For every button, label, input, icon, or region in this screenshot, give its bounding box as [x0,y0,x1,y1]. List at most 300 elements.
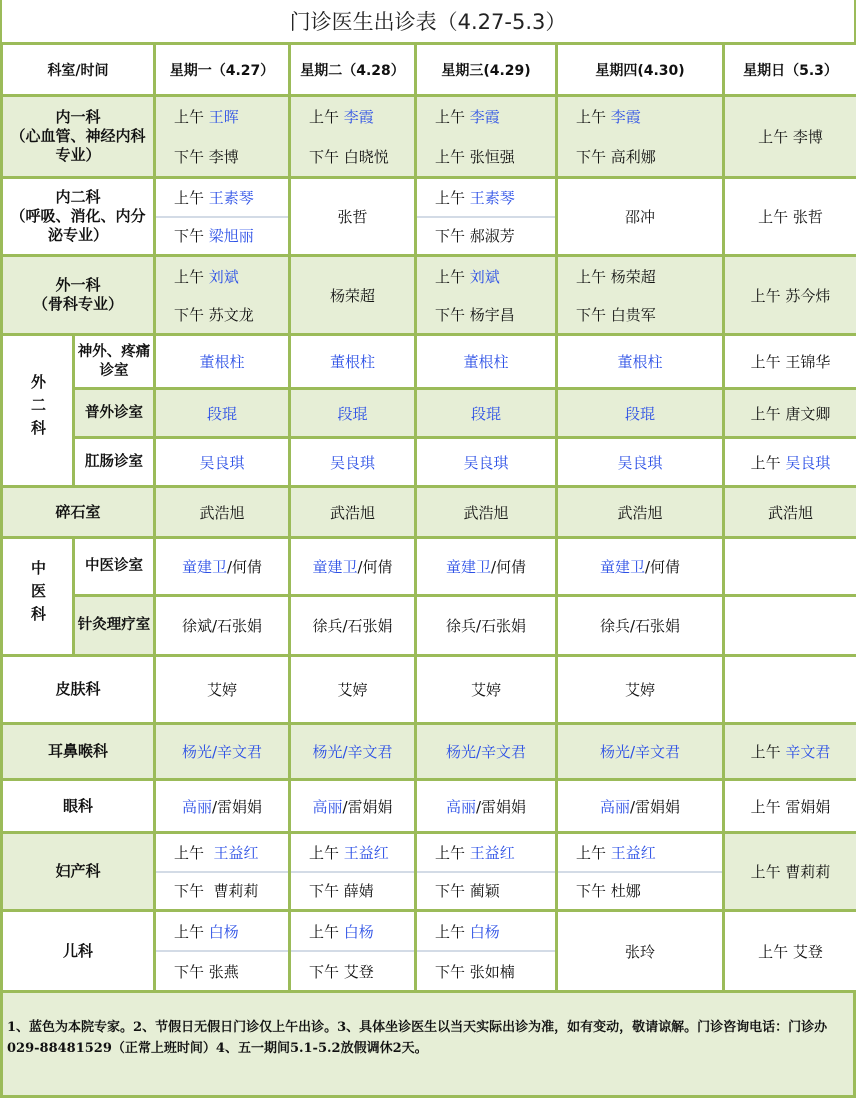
schedule-text: 上午 曹莉莉 [751,863,831,881]
schedule-cell [416,96,557,178]
shift-line [463,353,508,371]
schedule-text: /雷娟娟 [212,798,262,816]
schedule-text: 艾婷 [625,681,655,699]
shift-line [558,137,722,177]
header-thursday: 星期四(4.30) [557,44,724,96]
schedule-text: 下午 艾登 [309,961,374,982]
schedule-row [2,911,856,992]
schedule-cell [724,833,856,911]
sub-department-label: 普外诊室 [74,389,155,438]
shift-line [625,208,655,226]
schedule-cell [155,833,290,911]
schedule-cell [557,96,724,178]
schedule-cell [724,389,856,438]
expert-doctor-name: 杨光/辛文君 [182,743,262,761]
expert-doctor-name: 段琨 [337,405,367,423]
schedule-cell [155,335,290,389]
expert-doctor-name: 高丽 [312,798,342,816]
schedule-text: 下午 苏文龙 [174,304,254,325]
schedule-cell [557,780,724,833]
schedule-text: 上午 [174,921,209,942]
expert-doctor-name: 白杨 [470,921,500,942]
schedule-cell [416,596,557,656]
schedule-row [2,96,856,178]
shift-line [417,137,555,177]
schedule-cell [724,538,856,596]
schedule-text: 上午 艾登 [758,943,823,961]
sub-department-label: 中医诊室 [74,538,155,596]
schedule-cell [416,256,557,335]
shift-line [758,208,823,226]
schedule-row [2,596,856,656]
department-group-label: 中医科 [2,538,74,656]
shift-line [751,863,831,881]
expert-doctor-name: 杨光/辛文君 [312,743,392,761]
shift-line [291,952,414,990]
shift-line [337,681,367,699]
shift-line [417,257,555,295]
schedule-cell [155,911,290,992]
schedule-text: 上午 [174,106,209,127]
schedule-cell [290,335,416,389]
expert-doctor-name: 段琨 [207,405,237,423]
schedule-cell [155,438,290,487]
shift-line [291,137,414,177]
shift-line [617,454,662,472]
shift-line [199,454,244,472]
schedule-cell [557,178,724,256]
schedule-text: 武浩旭 [768,504,813,522]
schedule-text: 艾婷 [337,681,367,699]
shift-line [558,873,722,910]
expert-doctor-name: 李霞 [611,106,641,127]
sub-department-label: 针灸理疗室 [74,596,155,656]
schedule-cell [557,538,724,596]
shift-line [446,558,526,576]
schedule-row [2,178,856,256]
shift-line [758,943,823,961]
schedule-cell [290,911,416,992]
schedule-cell [416,724,557,780]
shift-line [417,295,555,333]
schedule-cell [155,538,290,596]
schedule-text: 上午 [309,921,344,942]
shift-line [330,287,375,305]
expert-doctor-name: 董根柱 [199,353,244,371]
schedule-cell [290,724,416,780]
schedule-cell [416,780,557,833]
schedule-text: /雷娟娟 [342,798,392,816]
schedule-row [2,487,856,538]
shift-line [417,912,555,952]
schedule-cell [416,833,557,911]
schedule-text: 上午 [174,187,209,208]
expert-doctor-name: 王素琴 [209,187,254,208]
expert-doctor-name: 童建卫 [600,558,645,576]
header-monday: 星期一（4.27） [155,44,290,96]
schedule-cell [416,178,557,256]
shift-line [558,834,722,873]
department-group-label: 外二科 [2,335,74,487]
schedule-cell [724,656,856,724]
shift-line [337,405,367,423]
expert-doctor-name: 吴良琪 [463,454,508,472]
shift-line [417,179,555,218]
expert-doctor-name: 董根柱 [617,353,662,371]
schedule-text: /何倩 [645,558,680,576]
shift-line [751,287,831,305]
shift-line [182,798,262,816]
schedule-text: 上午 雷娟娟 [751,798,831,816]
schedule-text: 上午 [435,106,470,127]
schedule-text: 上午 唐文卿 [751,405,831,423]
schedule-cell [557,487,724,538]
expert-doctor-name: 吴良琪 [330,454,375,472]
schedule-cell [416,438,557,487]
expert-doctor-name: 吴良琪 [617,454,662,472]
schedule-cell [155,389,290,438]
schedule-text: 上午 [309,842,344,863]
schedule-cell [724,724,856,780]
schedule-cell [290,178,416,256]
schedule-cell [416,538,557,596]
schedule-text: 下午 薛婧 [309,880,374,901]
header-dept-time: 科室/时间 [2,44,155,96]
schedule-cell [416,335,557,389]
schedule-text: 上午 张哲 [758,208,823,226]
shift-line [156,295,288,333]
page-title: 门诊医生出诊表（4.27-5.3） [0,0,856,42]
department-label: 内一科 （心血管、神经内科专业） [2,96,155,178]
shift-line [625,681,655,699]
schedule-cell [290,487,416,538]
shift-line [417,952,555,990]
shift-line [600,617,680,635]
shift-line [600,798,680,816]
shift-line [558,97,722,137]
shift-line [751,353,831,371]
schedule-text: 上午 [435,842,470,863]
shift-line [417,834,555,873]
shift-line [625,405,655,423]
schedule-cell [290,96,416,178]
sub-department-label: 肛肠诊室 [74,438,155,487]
schedule-cell [155,656,290,724]
schedule-cell [416,911,557,992]
shift-line [156,912,288,952]
shift-line [312,798,392,816]
department-label: 内二科 （呼吸、消化、内分泌专业） [2,178,155,256]
schedule-cell [557,335,724,389]
shift-line [558,257,722,295]
schedule-cell [557,656,724,724]
shift-line [617,353,662,371]
expert-doctor-name: 吴良琪 [785,454,830,472]
shift-line [156,873,288,910]
schedule-text: 上午 [435,266,470,287]
schedule-row [2,256,856,335]
expert-doctor-name: 王素琴 [470,187,515,208]
schedule-text: 上午 [751,454,786,472]
shift-line [417,97,555,137]
schedule-table [0,42,856,993]
expert-doctor-name: 王益红 [214,842,259,863]
expert-doctor-name: 白杨 [344,921,374,942]
shift-line [417,218,555,255]
expert-doctor-name: 刘斌 [470,266,500,287]
schedule-text: 艾婷 [471,681,501,699]
sub-department-label: 神外、疼痛诊室 [74,335,155,389]
header-tuesday: 星期二（4.28） [290,44,416,96]
expert-doctor-name: 童建卫 [182,558,227,576]
schedule-text: 上午 杨荣超 [576,266,656,287]
schedule-cell [557,438,724,487]
shift-line [156,952,288,990]
shift-line [312,558,392,576]
shift-line [330,504,375,522]
shift-line [156,834,288,873]
expert-doctor-name: 段琨 [471,405,501,423]
schedule-text: 邵冲 [625,208,655,226]
schedule-cell [557,724,724,780]
schedule-cell [557,833,724,911]
schedule-row [2,389,856,438]
shift-line [600,558,680,576]
schedule-text: 张哲 [337,208,367,226]
schedule-text: 上午 [435,187,470,208]
schedule-text: 下午 高利娜 [576,146,656,167]
schedule-cell [290,256,416,335]
shift-line [751,743,831,761]
schedule-cell [290,833,416,911]
shift-line [417,873,555,910]
shift-line [463,454,508,472]
schedule-cell [290,438,416,487]
department-label: 儿科 [2,911,155,992]
schedule-cell [155,487,290,538]
footer-notes: 1、蓝色为本院专家。2、节假日无假日门诊仅上午出诊。3、具体坐诊医生以当天实际出诊为准，如有变动，敬请谅解。门诊咨询电话：门诊办029-88481529（正常上班时间）4、五一期间5.1-5.2放假调休2天。 [0,993,856,1098]
shift-line [291,834,414,873]
shift-line [207,681,237,699]
schedule-text: 下午 杜娜 [576,880,641,901]
schedule-text: 武浩旭 [199,504,244,522]
shift-line [156,137,288,177]
schedule-cell [155,780,290,833]
schedule-cell [724,596,856,656]
expert-doctor-name: 王益红 [344,842,389,863]
schedule-text: 上午 [174,842,214,863]
schedule-text: 上午 张恒强 [435,146,515,167]
schedule-text: 下午 张燕 [174,961,239,982]
department-label: 外一科 （骨科专业） [2,256,155,335]
schedule-cell [416,389,557,438]
schedule-text: 上午 李博 [758,128,823,146]
expert-doctor-name: 梁旭丽 [209,225,254,246]
header-sunday: 星期日（5.3） [724,44,856,96]
shift-line [207,405,237,423]
shift-line [446,798,526,816]
schedule-cell [557,911,724,992]
expert-doctor-name: 董根柱 [463,353,508,371]
schedule-text: 下午 蔺颖 [435,880,500,901]
shift-line [312,617,392,635]
expert-doctor-name: 童建卫 [312,558,357,576]
schedule-text: 徐斌/石张娟 [182,617,262,635]
header-wednesday: 星期三(4.29) [416,44,557,96]
schedule-text: 艾婷 [207,681,237,699]
shift-line [337,208,367,226]
expert-doctor-name: 杨光/辛文君 [600,743,680,761]
shift-line [617,504,662,522]
schedule-row [2,724,856,780]
header-row [2,44,856,96]
shift-line [463,504,508,522]
shift-line [446,743,526,761]
schedule-text: 下午 张如楠 [435,961,515,982]
schedule-text: 上午 [751,743,786,761]
expert-doctor-name: 王益红 [611,842,656,863]
schedule-cell [724,780,856,833]
shift-line [751,454,831,472]
schedule-cell [557,596,724,656]
schedule-text: 武浩旭 [463,504,508,522]
schedule-row [2,538,856,596]
shift-line [751,405,831,423]
schedule-cell [155,96,290,178]
schedule-text: 上午 苏今炜 [751,287,831,305]
schedule-cell [724,438,856,487]
expert-doctor-name: 李霞 [470,106,500,127]
shift-line [182,558,262,576]
expert-doctor-name: 段琨 [625,405,655,423]
shift-line [446,617,526,635]
shift-line [199,353,244,371]
schedule-cell [724,335,856,389]
schedule-cell [557,256,724,335]
expert-doctor-name: 刘斌 [209,266,239,287]
schedule-cell [416,487,557,538]
schedule-text: 上午 [435,921,470,942]
schedule-cell [155,178,290,256]
schedule-text: 上午 [576,842,611,863]
expert-doctor-name: 杨光/辛文君 [446,743,526,761]
schedule-text: 下午 李博 [174,146,239,167]
expert-doctor-name: 王益红 [470,842,515,863]
expert-doctor-name: 高丽 [182,798,212,816]
schedule-text: 徐兵/石张娟 [600,617,680,635]
schedule-text: /雷娟娟 [630,798,680,816]
shift-line [768,504,813,522]
department-label: 妇产科 [2,833,155,911]
shift-line [758,128,823,146]
schedule-cell [290,389,416,438]
schedule-text: 武浩旭 [330,504,375,522]
shift-line [471,681,501,699]
schedule-text: /何倩 [357,558,392,576]
schedule-cell [724,96,856,178]
department-label: 碎石室 [2,487,155,538]
schedule-text: 下午 白贵军 [576,304,656,325]
schedule-row [2,438,856,487]
shift-line [291,97,414,137]
schedule-text: 下午 郝淑芳 [435,225,515,246]
expert-doctor-name: 白杨 [209,921,239,942]
shift-line [199,504,244,522]
schedule-cell [724,256,856,335]
schedule-text: 上午 [309,106,344,127]
schedule-cell [290,656,416,724]
shift-line [330,454,375,472]
expert-doctor-name: 童建卫 [446,558,491,576]
shift-line [312,743,392,761]
schedule-cell [557,389,724,438]
schedule-text: 徐兵/石张娟 [312,617,392,635]
schedule-cell [416,656,557,724]
shift-line [751,798,831,816]
schedule-row [2,656,856,724]
shift-line [182,617,262,635]
expert-doctor-name: 王晖 [209,106,239,127]
schedule-text: 徐兵/石张娟 [446,617,526,635]
shift-line [625,943,655,961]
shift-line [330,353,375,371]
schedule-text: 上午 [174,266,209,287]
schedule-text: /何倩 [491,558,526,576]
schedule-text: 下午 白晓悦 [309,146,389,167]
shift-line [558,295,722,333]
schedule-cell [290,596,416,656]
schedule-text: 张玲 [625,943,655,961]
expert-doctor-name: 辛文君 [785,743,830,761]
schedule-cell [724,911,856,992]
shift-line [156,97,288,137]
schedule-cell [724,178,856,256]
schedule-cell [290,538,416,596]
schedule-text: /雷娟娟 [476,798,526,816]
schedule-text: 杨荣超 [330,287,375,305]
shift-line [156,179,288,218]
schedule-text: 上午 王锦华 [751,353,831,371]
schedule-text: /何倩 [227,558,262,576]
schedule-row [2,335,856,389]
department-label: 皮肤科 [2,656,155,724]
expert-doctor-name: 李霞 [344,106,374,127]
schedule-text: 下午 曹莉莉 [174,880,259,901]
expert-doctor-name: 高丽 [600,798,630,816]
department-label: 耳鼻喉科 [2,724,155,780]
schedule-cell [290,780,416,833]
schedule-cell [155,256,290,335]
shift-line [156,257,288,295]
department-label: 眼科 [2,780,155,833]
schedule-text: 武浩旭 [617,504,662,522]
schedule-text: 下午 杨宇昌 [435,304,515,325]
schedule-row [2,780,856,833]
shift-line [156,218,288,255]
shift-line [291,912,414,952]
schedule-cell [724,487,856,538]
schedule-cell [155,724,290,780]
schedule-text: 上午 [576,106,611,127]
schedule-row [2,833,856,911]
shift-line [471,405,501,423]
schedule-cell [155,596,290,656]
shift-line [600,743,680,761]
schedule-text: 下午 [174,225,209,246]
shift-line [182,743,262,761]
expert-doctor-name: 董根柱 [330,353,375,371]
expert-doctor-name: 吴良琪 [199,454,244,472]
